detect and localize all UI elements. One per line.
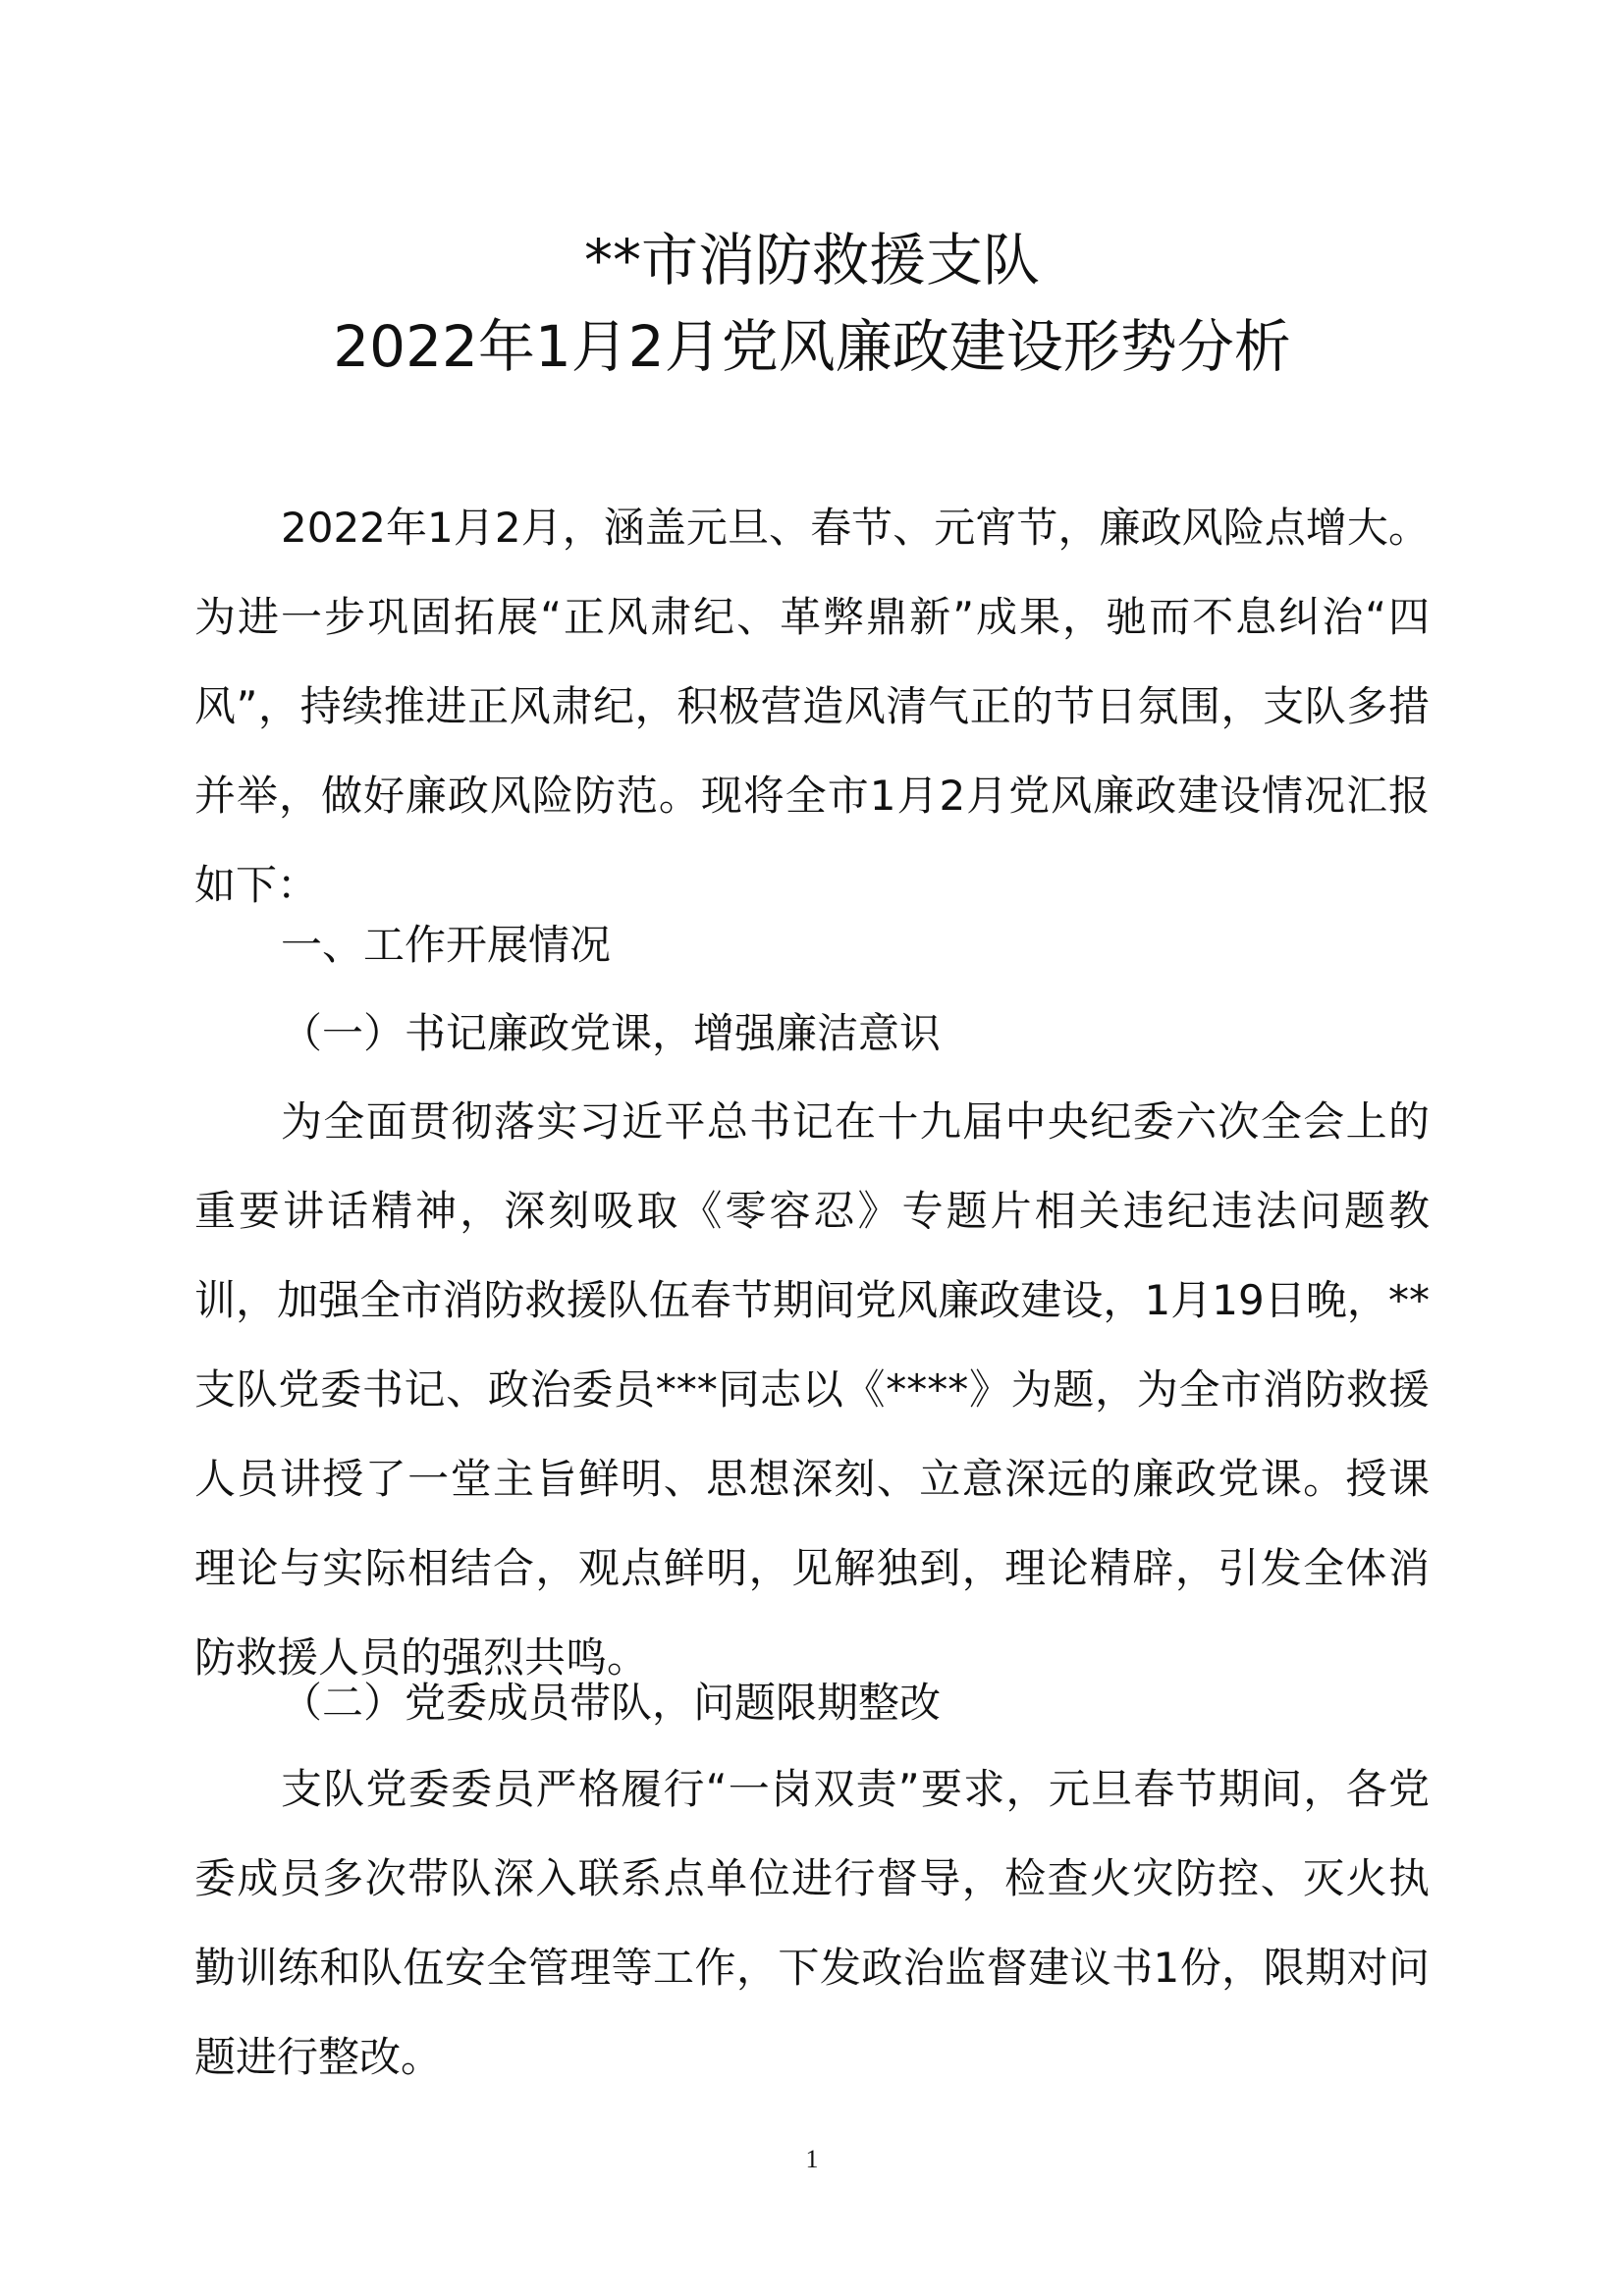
section1-heading: 一、工作开展情况 bbox=[281, 921, 612, 969]
subsection2-heading: （二）党委成员带队，问题限期整改 bbox=[281, 1679, 942, 1727]
document-title-line1: **市消防救援支队 bbox=[583, 227, 1040, 294]
page-number: 1 bbox=[805, 2145, 819, 2173]
document-title-line2: 2022年1月2月党风廉政建设形势分析 bbox=[333, 313, 1291, 380]
subsection1-paragraph: 为全面贯彻落实习近平总书记在十九届中央纪委六次全会上的重要讲话精神，深刻吸取《零容忍》专题片相关违纪违法问题教训，加强全市消防救援队伍春节期间党风廉政建设，1月19日晚，**支队党委书记、政治委员***同志以《****》为题，为全市消防救援人员讲授了一堂主旨鲜明、思想深刻、立意深远的廉政党课。授课理论与实际相结合，观点鲜明，见解独到，理论精辟，引发全体消防救援人员的强烈共鸣。 bbox=[194, 1097, 1430, 1682]
subsection1-heading: （一）书记廉政党课，增强廉洁意识 bbox=[281, 1009, 942, 1057]
subsection2-paragraph: 支队党委委员严格履行“一岗双责”要求，元旦春节期间，各党委成员多次带队深入联系点单位进行督导，检查火灾防控、灭火执勤训练和队伍安全管理等工作，下发政治监督建议书1份，限期对问题进行整改。 bbox=[194, 1765, 1430, 2081]
intro-paragraph: 2022年1月2月，涵盖元旦、春节、元宵节，廉政风险点增大。为进一步巩固拓展“正风肃纪、革弊鼎新”成果，驰而不息纠治“四风”，持续推进正风肃纪，积极营造风清气正的节日氛围，支队多措并举，做好廉政风险防范。现将全市1月2月党风廉政建设情况汇报如下： bbox=[194, 504, 1430, 909]
